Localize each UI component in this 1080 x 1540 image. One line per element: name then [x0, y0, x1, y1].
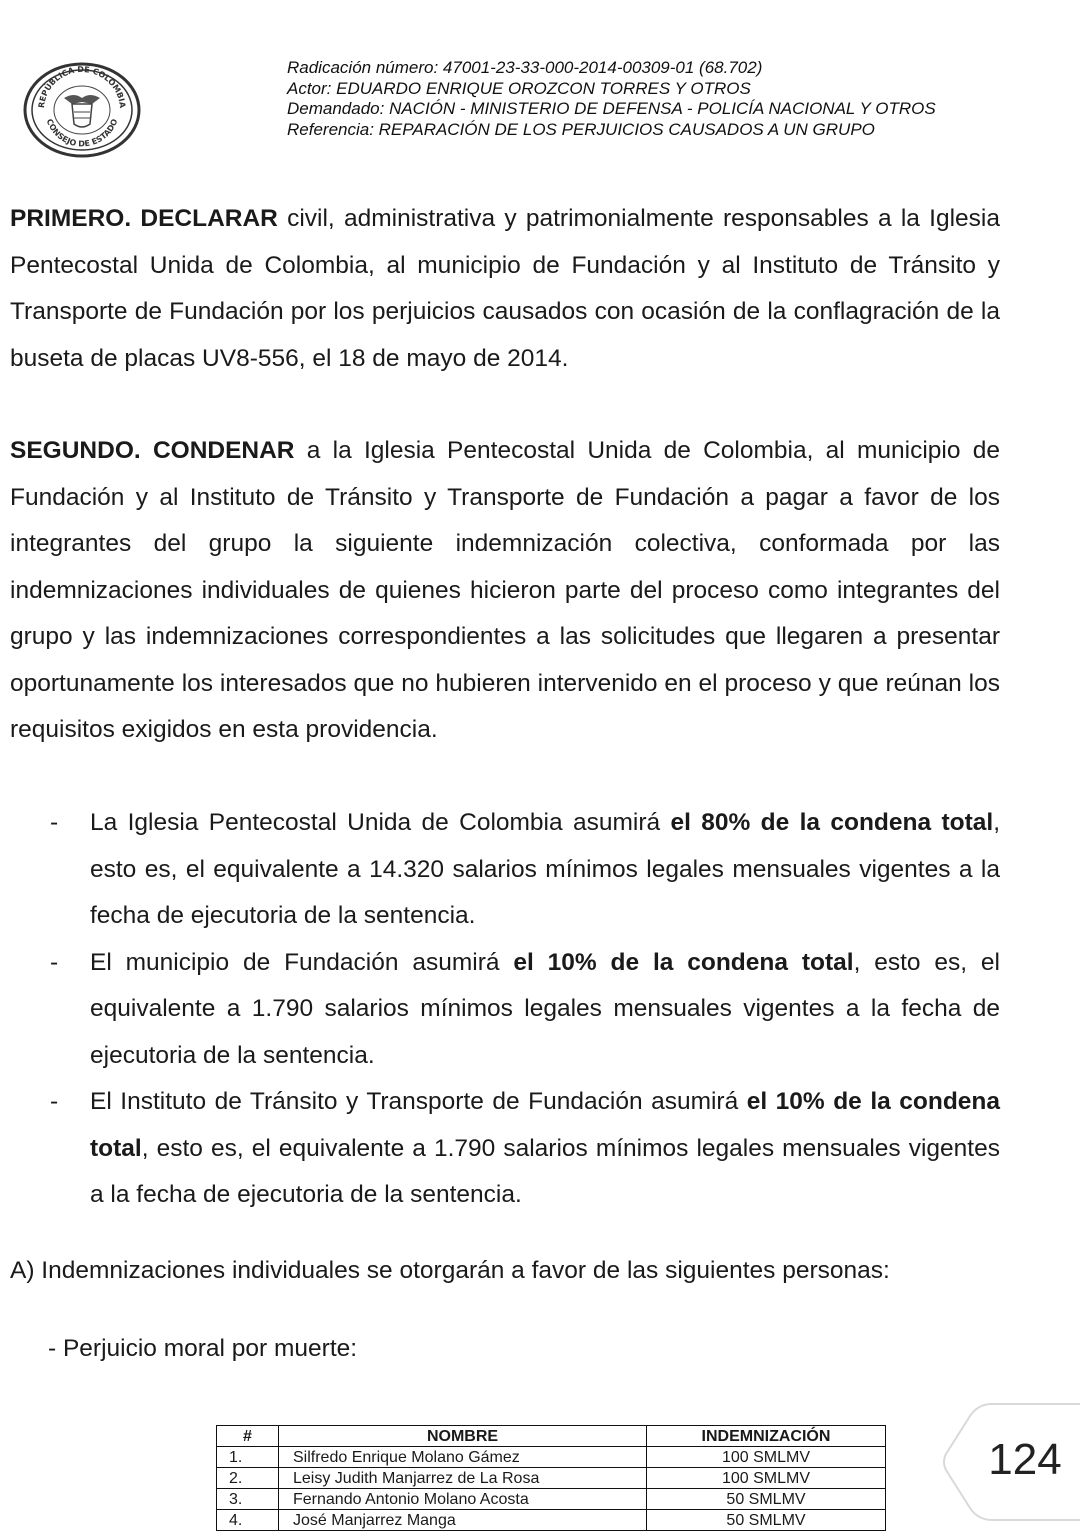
row-indemnity: 100 SMLMV [647, 1468, 886, 1489]
bullet-text: El municipio de Fundación asumirá [90, 948, 514, 976]
bullet-text: , esto es, el equivalente a 1.790 salarios mínimos legales mensuales vigentes a la fecha de ejecutoria de la sentencia. [90, 948, 1000, 1069]
bullet-text: , esto es, el equivalente a 1.790 salarios mínimos legales mensuales vigentes a la fecha de ejecutoria de la sentencia. [90, 1134, 1000, 1208]
row-number: 1. [217, 1447, 279, 1468]
bullet-bold: el 10% de la condena total [513, 948, 854, 976]
section-a-heading: A) Indemnizaciones individuales se otorgarán a favor de las siguientes personas: [10, 1257, 890, 1284]
segundo-paragraph [10, 428, 1000, 754]
table-row [217, 1510, 886, 1531]
column-header-name: NOMBRE [279, 1426, 647, 1447]
demandado-line: Demandado: NACIÓN - MINISTERIO DE DEFENSA - POLICÍA NACIONAL Y OTROS [287, 99, 936, 118]
svg-text:REPÚBLICA DE COLOMBIA: REPÚBLICA DE COLOMBIA [36, 64, 128, 109]
row-indemnity: 50 SMLMV [647, 1489, 886, 1510]
segundo-lead: SEGUNDO. CONDENAR [10, 437, 295, 464]
table-row [217, 1489, 886, 1510]
svg-text:CONSEJO DE ESTADO: CONSEJO DE ESTADO [44, 117, 120, 149]
column-header-indemnity: INDEMNIZACIÓN [647, 1426, 886, 1447]
actor-line: Actor: EDUARDO ENRIQUE OROZCON TORRES Y OTROS [287, 78, 751, 98]
row-name: José Manjarrez Manga [279, 1510, 647, 1531]
subsection-heading: - Perjuicio moral por muerte: [48, 1335, 358, 1362]
row-name: Fernando Antonio Molano Acosta [279, 1489, 647, 1510]
indemnity-table [216, 1425, 886, 1531]
primero-lead: PRIMERO. DECLARAR [10, 205, 278, 232]
list-item [10, 800, 1000, 940]
row-indemnity: 100 SMLMV [647, 1447, 886, 1468]
bullet-text: La Iglesia Pentecostal Unida de Colombia asumirá [90, 809, 671, 836]
list-item [10, 940, 1000, 1080]
consejo-de-estado-seal [22, 58, 142, 158]
table-header-row [217, 1426, 886, 1447]
bullet-text: El Instituto de Tránsito y Transporte de Fundación asumirá [90, 1088, 747, 1115]
bullet-dash: - [50, 1088, 59, 1115]
row-number: 2. [217, 1468, 279, 1489]
row-name: Silfredo Enrique Molano Gámez [279, 1447, 647, 1468]
liability-list [10, 800, 1000, 1219]
table-row [217, 1447, 886, 1468]
row-name: Leisy Judith Manjarrez de La Rosa [279, 1468, 647, 1489]
case-reference-header [287, 58, 936, 140]
bullet-dash: - [50, 948, 59, 976]
bullet-dash: - [50, 809, 59, 836]
bullet-bold: el 10% de la condena total [90, 1088, 1000, 1162]
radicacion-line: Radicación número: 47001-23-33-000-2014-00309-01 (68.702) [287, 58, 763, 77]
primero-paragraph [10, 196, 1000, 382]
table-row [217, 1468, 886, 1489]
page-number: 124 [988, 1435, 1062, 1484]
column-header-number: # [217, 1426, 279, 1447]
segundo-text: a la Iglesia Pentecostal Unida de Colombia, al municipio de Fundación y al Instituto de Tránsito y Transporte de Fundación a pagar a favor de los integrantes del grupo la siguiente indemnización colectiva, conformada por las indemnizaciones individuales de quienes hicieron parte del proceso como integrantes del grupo y las indemnizaciones correspondientes a las solicitudes que llegaren a presentar oportunamente los interesados que no hubieren intervenido en el proceso y que reúnan los requisitos exigidos en esta providencia. [10, 437, 1000, 743]
bullet-bold: el 80% de la condena total [670, 809, 994, 836]
primero-text: civil, administrativa y patrimonialmente responsables a la Iglesia Pentecostal Unida de Colombia, al municipio de Fundación y al Instituto de Tránsito y Transporte de Fundación por los perjuicios causados con ocasión de la conflagración de la buseta de placas UV8-556, el 18 de mayo de 2014. [10, 205, 1000, 372]
referencia-line: Referencia: REPARACIÓN DE LOS PERJUICIOS CAUSADOS A UN GRUPO [287, 119, 875, 139]
list-item [10, 1079, 1000, 1219]
row-number: 4. [217, 1510, 279, 1531]
row-indemnity: 50 SMLMV [647, 1510, 886, 1531]
bullet-text: , esto es, el equivalente a 14.320 salarios mínimos legales mensuales vigentes a la fecha de ejecutoria de la sentencia. [90, 809, 1000, 929]
row-number: 3. [217, 1489, 279, 1510]
